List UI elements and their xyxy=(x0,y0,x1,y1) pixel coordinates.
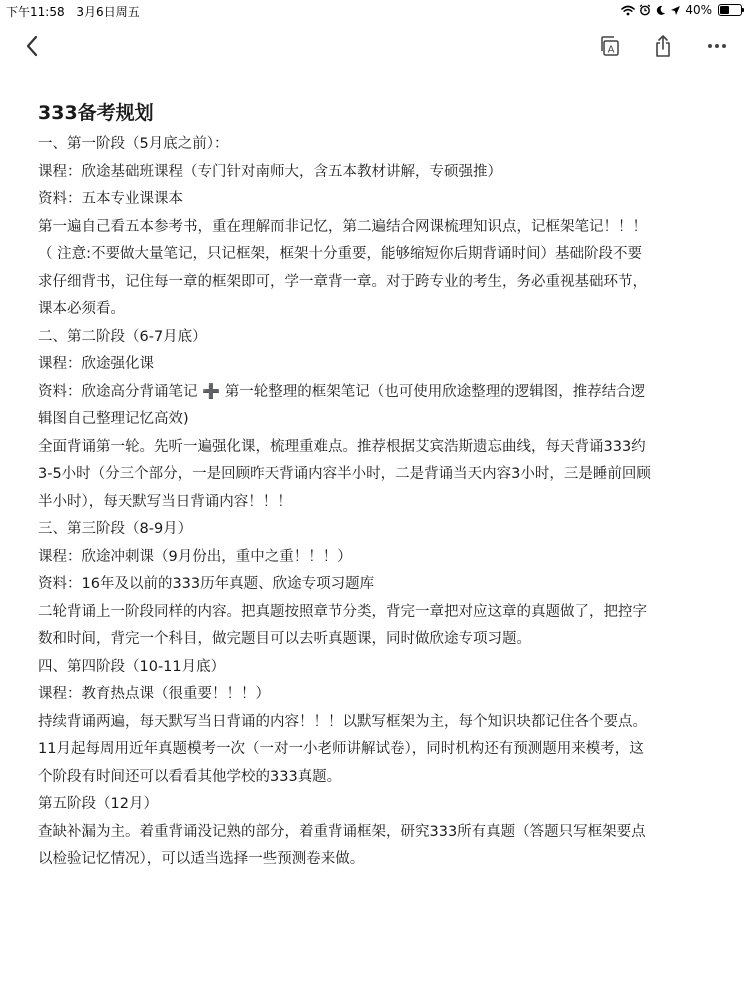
more-button[interactable] xyxy=(701,32,733,60)
battery-icon xyxy=(718,4,742,16)
translate-button[interactable] xyxy=(593,32,625,60)
translate-icon xyxy=(598,35,620,57)
document-line: 三、第三阶段（8-9月） xyxy=(38,521,193,537)
document-line: 课程：教育热点课（很重要！！！） xyxy=(38,686,270,702)
share-button[interactable] xyxy=(647,32,679,60)
document-line: 3-5小时（分三个部分，一是回顾昨天背诵内容半小时，二是背诵当天内容3小时，三是睡前回顾 xyxy=(38,466,651,482)
document-line: 半小时），每天默写当日背诵内容！！！ xyxy=(38,493,292,510)
status-time: 下午11:58 xyxy=(6,5,65,19)
status-date: 3月6日周五 xyxy=(76,5,140,19)
translate-glyph: A xyxy=(607,44,615,56)
document-line: 以检验记忆情况），可以适当选择一些预测卷来做。 xyxy=(38,851,365,867)
document-line: 课程：欣途冲刺课（9月份出，重中之重！！！） xyxy=(38,548,352,565)
document-line: 资料：16年及以前的333历年真题、欣途专项习题库 xyxy=(38,576,375,592)
document-line: 持续背诵两遍，每天默写当日背诵的内容！！！以默写框架为主，每个知识块都记住各个要点。 xyxy=(38,713,647,730)
document-line: 课本必须看。 xyxy=(38,301,125,317)
document-line: 个阶段有时间还可以看看其他学校的333真题。 xyxy=(38,768,342,785)
document-line: 求仔细背书，记住每一章的框架即可，学一章背一章。对于跨专业的考生，务必重视基础环节， xyxy=(38,273,647,290)
document-lines xyxy=(38,131,728,874)
document-line: 数和时间，背完一个科目，做完题目可以去听真题课，同时做欣途专项习题。 xyxy=(38,631,531,647)
document-line: 辑图自己整理记忆高效) xyxy=(38,411,189,427)
document-title: 333备考规划 xyxy=(38,102,154,124)
nav-bar xyxy=(0,24,750,68)
more-icon xyxy=(707,43,727,49)
back-chevron-icon xyxy=(25,35,39,57)
document-body xyxy=(38,97,728,874)
alarm-icon xyxy=(639,4,651,16)
wifi-icon xyxy=(621,5,635,16)
document-line: 全面背诵第一轮。先听一遍强化课，梳理重难点。推荐根据艾宾浩斯遗忘曲线，每天背诵333约 xyxy=(38,438,646,455)
status-left xyxy=(6,3,148,20)
document-line: （ 注意:不要做大量笔记，只记框架，框架十分重要，能够缩短你后期背诵时间）基础阶段不要 xyxy=(38,246,642,262)
document-line: 第五阶段（12月） xyxy=(38,796,158,812)
battery-percent: 40% xyxy=(685,3,712,17)
location-arrow-icon xyxy=(670,5,681,16)
moon-icon xyxy=(655,5,666,16)
document-line: 课程：欣途基础班课程（专门针对南师大，含五本教材讲解，专硕强推） xyxy=(38,163,502,180)
document-line: 一、第一阶段（5月底之前）： xyxy=(38,136,229,152)
document-line: 二轮背诵上一阶段同样的内容。把真题按照章节分类，背完一章把对应这章的真题做了，把控字 xyxy=(38,603,647,620)
document-line: 查缺补漏为主。着重背诵没记熟的部分，着重背诵框架，研究333所有真题（答题只写框架要点 xyxy=(38,823,646,840)
share-icon xyxy=(654,34,672,58)
back-button[interactable] xyxy=(16,32,48,60)
document-line: 资料：欣途高分背诵笔记 ➕ 第一轮整理的框架笔记（也可使用欣途整理的逻辑图，推荐结合逻 xyxy=(38,383,646,400)
battery-level-fill xyxy=(720,6,729,14)
status-right xyxy=(621,3,742,17)
status-bar xyxy=(0,0,750,20)
document-line: 第一遍自己看五本参考书，重在理解而非记忆，第二遍结合网课梳理知识点，记框架笔记！！！ xyxy=(38,218,647,235)
document-line: 课程：欣途强化课 xyxy=(38,356,154,372)
document-line: 11月起每周用近年真题模考一次（一对一小老师讲解试卷），同时机构还有预测题用来模考，这 xyxy=(38,741,644,757)
document-line: 四、第四阶段（10-11月底） xyxy=(38,658,226,675)
document-line: 资料：五本专业课课本 xyxy=(38,191,183,207)
document-line: 二、第二阶段（6-7月底） xyxy=(38,328,207,345)
